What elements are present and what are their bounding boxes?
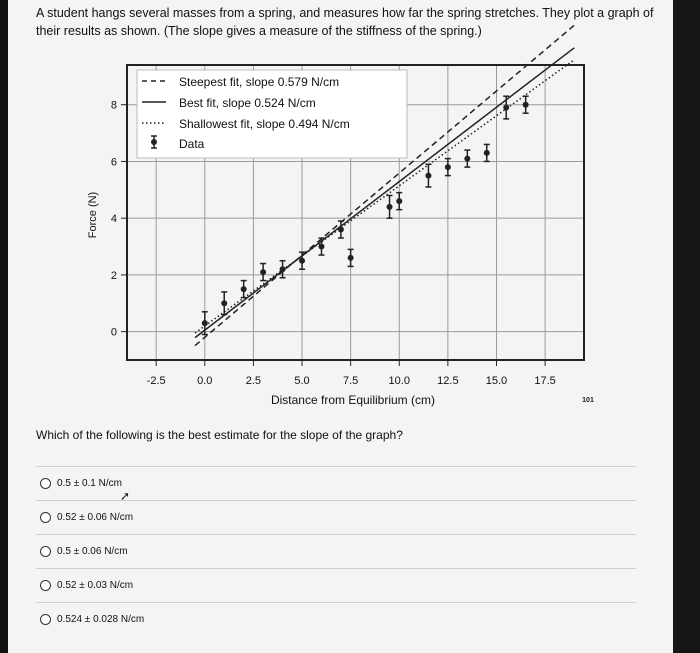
radio-button[interactable] <box>40 478 51 489</box>
data-marker <box>202 320 208 326</box>
x-axis-label: Distance from Equilibrium (cm) <box>270 393 436 407</box>
radio-button[interactable] <box>40 580 51 591</box>
data-marker <box>445 164 451 170</box>
question-text: Which of the following is the best estimate for the slope of the graph? <box>36 428 403 442</box>
data-marker <box>387 204 393 210</box>
answer-option-e[interactable] <box>36 602 636 636</box>
x-tick-label: 15.0 <box>485 375 508 387</box>
x-tick-label: -2.5 <box>146 375 166 387</box>
x-tick-label: 10.0 <box>388 375 410 387</box>
radio-button[interactable] <box>40 546 51 557</box>
option-label: 0.5 ± 0.1 N/cm <box>57 478 122 489</box>
y-tick-label: 2 <box>110 269 117 282</box>
radio-button[interactable] <box>40 512 51 523</box>
data-marker <box>241 286 247 292</box>
x-tick-label: 5.0 <box>294 375 310 387</box>
y-tick-label: 4 <box>110 213 117 226</box>
data-marker <box>348 255 354 261</box>
data-point <box>348 249 354 266</box>
data-marker <box>425 173 431 179</box>
data-marker <box>318 244 324 250</box>
data-marker <box>396 198 402 204</box>
data-marker <box>503 105 509 111</box>
data-point <box>503 96 509 119</box>
data-point <box>387 195 393 218</box>
data-point <box>260 264 266 281</box>
x-tick-label: 12.5 <box>437 375 459 387</box>
data-point <box>484 144 490 161</box>
y-tick-label: 0 <box>110 326 117 339</box>
option-label: 0.5 ± 0.06 N/cm <box>57 546 128 557</box>
data-marker <box>464 156 470 162</box>
answer-option-d[interactable] <box>36 568 636 602</box>
x-tick-label: 2.5 <box>245 375 262 387</box>
data-point <box>523 96 529 113</box>
legend-label-steepest: Steepest fit, slope 0.579 N/cm <box>179 75 340 89</box>
option-label: 0.52 ± 0.03 N/cm <box>57 580 134 591</box>
legend-label-best: Best fit, slope 0.524 N/cm <box>179 96 316 110</box>
data-marker <box>280 266 286 272</box>
y-axis-label: Force (N) <box>87 191 99 239</box>
data-point <box>338 221 344 238</box>
option-label: 0.52 ± 0.06 N/cm <box>57 512 134 523</box>
option-label: 0.524 ± 0.028 N/cm <box>57 614 145 625</box>
legend-label-shallowest: Shallowest fit, slope 0.494 N/cm <box>179 117 350 131</box>
chart-legend <box>137 70 407 158</box>
data-marker <box>221 300 227 306</box>
watermark: 101 <box>582 397 594 404</box>
data-marker <box>299 258 305 264</box>
data-point <box>464 150 470 167</box>
data-marker <box>338 227 344 233</box>
answer-option-b[interactable] <box>36 500 636 534</box>
mouse-cursor-icon: ➚ <box>120 489 131 503</box>
x-tick-label: 17.5 <box>534 375 556 387</box>
legend-label-data: Data <box>179 137 205 151</box>
data-point <box>396 193 402 210</box>
x-tick-label: 7.5 <box>342 375 359 387</box>
data-marker <box>260 269 266 275</box>
problem-intro: A student hangs several masses from a spring, and measures how far the spring stretches. They plot a graph of their results as shown. (The slope gives a measure of the stiffness of the spring.) <box>36 6 654 38</box>
data-marker <box>523 102 529 108</box>
y-tick-label: 8 <box>110 99 117 112</box>
x-tick-label: 0.0 <box>197 375 213 387</box>
data-marker <box>484 150 490 156</box>
y-tick-label: 6 <box>110 156 117 169</box>
data-point <box>241 281 247 298</box>
answer-option-c[interactable] <box>36 534 636 568</box>
data-point <box>425 164 431 187</box>
data-point <box>221 292 227 315</box>
radio-button[interactable] <box>40 614 51 625</box>
